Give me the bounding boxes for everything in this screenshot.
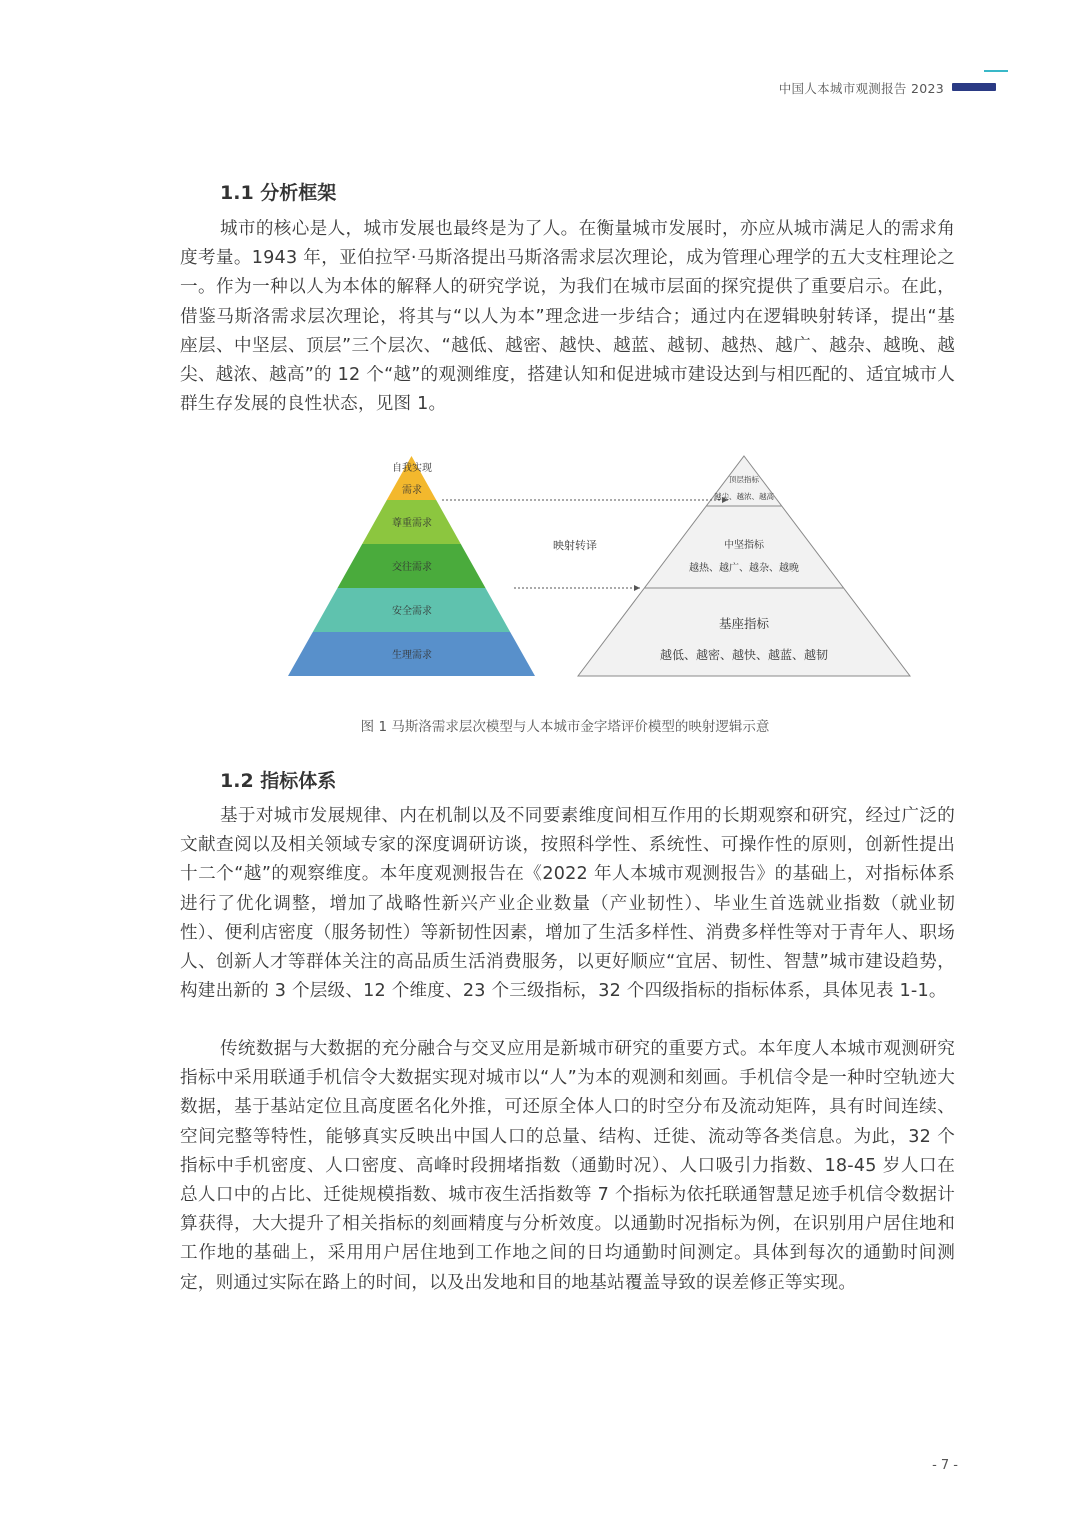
city-base-title: 基座指标 (718, 616, 770, 631)
paragraph-indicators: 基于对城市发展规律、内在机制以及不同要素维度间相互作用的长期观察和研究，经过广泛的文献查阅以及相关领域专家的深度调研访谈，按照科学性、系统性、可操作性的原则，创新性提出十二个“越”的观察维度。本年度观测报告在《2022 年人本城市观测报告》的基础上，对指标体系进行了优化调整，增加了战略性新兴产业企业数量（产业韧性）、毕业生首选就业指数（就业韧性）、便利店密度（服务韧性）等新韧性因素，增加了生活多样性、消费多样性等对于青年人、职场人、创新人才等群体关注的高品质生活消费服务，以更好顺应“宜居、韧性、智慧”城市建设趋势，构建出新的 3 个层级、12 个维度、23 个三级指标，32 个四级指标的指标体系，具体见表 1-1。 (180, 806, 955, 1002)
maslow-esteem-label: 尊重需求 (392, 518, 432, 529)
section-heading-1-1: 1.1 分析框架 (220, 182, 337, 204)
pyramid-figure (0, 0, 1080, 700)
paragraph-framework: 城市的核心是人，城市发展也最终是为了人。在衡量城市发展时，亦应从城市满足人的需求角度考量。1943 年，亚伯拉罕·马斯洛提出马斯洛需求层次理论，成为管理心理学的五大支柱理论之一。作为一种以人为本体的解释人的研究学说，为我们在城市层面的探究提供了重要启示。在此，借鉴马斯洛需求层次理论，将其与“以人为本”理念进一步结合；通过内在逻辑映射转译，提出“基座层、中坚层、顶层”三个层次、“越低、越密、越快、越蓝、越韧、越热、越广、越杂、越晚、越尖、越浓、越高”的 12 个“越”的观测维度，搭建认知和促进城市建设达到与相匹配的、适宜城市人群生存发展的良性状态，见图 1。 (180, 219, 955, 415)
figure-caption: 图 1 马斯洛需求层次模型与人本城市金字塔评价模型的映射逻辑示意 (360, 719, 770, 735)
page-number: - 7 - (932, 1458, 958, 1473)
city-base-items: 越低、越密、越快、越蓝、越韧 (659, 648, 829, 662)
maslow-safety-label: 安全需求 (392, 606, 432, 617)
running-header: 中国人本城市观测报告 2023 (778, 81, 944, 96)
city-top-items: 越尖、越浓、越高 (714, 492, 774, 501)
maslow-top-label-line2: 需求 (402, 485, 422, 496)
maslow-physiological-label: 生理需求 (392, 650, 432, 661)
city-middle-title: 中坚指标 (724, 540, 764, 551)
city-middle-items: 越热、越广、越杂、越晚 (689, 563, 799, 574)
mapping-label: 映射转译 (553, 539, 597, 552)
section-heading-1-2: 1.2 指标体系 (220, 770, 337, 792)
paragraph-big-data: 传统数据与大数据的充分融合与交叉应用是新城市研究的重要方式。本年度人本城市观测研究指标中采用联通手机信令大数据实现对城市以“人”为本的观测和刻画。手机信令是一种时空轨迹大数据，基于基站定位且高度匿名化外推，可还原全体人口的时空分布及流动矩阵，具有时间连续、空间完整等特性，能够真实反映出中国人口的总量、结构、迁徙、流动等各类信息。为此，32 个指标中手机密度、人口密度、高峰时段拥堵指数（通勤时况）、人口吸引力指数、18-45 岁人口在总人口中的占比、迁徙规模指数、城市夜生活指数等 7 个指标为依托联通智慧足迹手机信令数据计算获得，大大提升了相关指标的刻画精度与分析效度。以通勤时况指标为例，在识别用户居住地和工作地的基础上，采用用户居住地到工作地之间的日均通勤时间测定。具体到每次的通勤时间测定，则通过实际在路上的时间，以及出发地和目的地基站覆盖导致的误差修正等实现。 (180, 1039, 955, 1293)
city-top-title: 顶层指标 (729, 475, 759, 484)
maslow-top-label-line1: 自我实现 (392, 463, 432, 474)
maslow-social-label: 交往需求 (392, 562, 432, 573)
